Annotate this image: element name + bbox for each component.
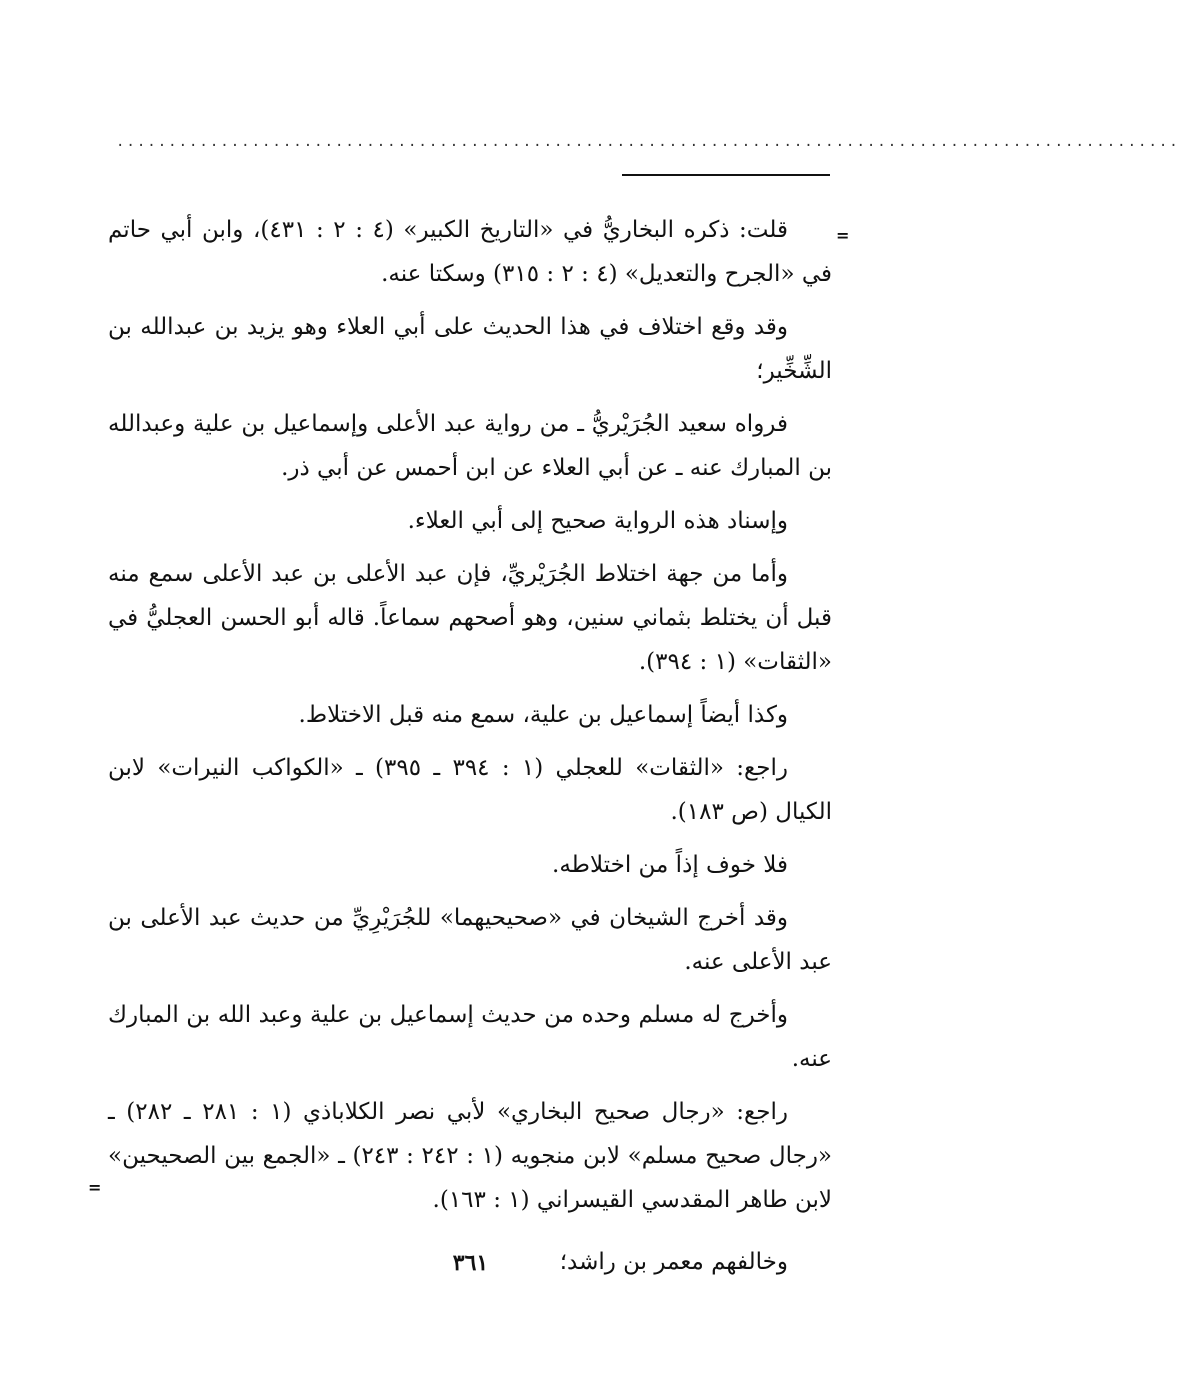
paragraph: وإسناد هذه الرواية صحيح إلى أبي العلاء.	[407, 508, 788, 534]
paragraph: وأخرج له مسلم وحده من حديث إسماعيل بن علية وعبد الله بن المبارك عنه.	[108, 1002, 832, 1072]
paragraph: قلت: ذكره البخاريُّ في «التاريخ الكبير» (٤ : ٢ : ٤٣١)، وابن أبي حاتم في «الجرح والتعديل» (٤ : ٢ : ٣١٥) وسكتا عنه.	[108, 217, 832, 287]
continuation-marker-top: =	[836, 226, 850, 245]
paragraph: فرواه سعيد الجُرَيْريُّ ـ من رواية عبد الأعلى وإسماعيل بن علية وعبدالله بن المبارك عنه ـ عن أبي العلاء عن ابن أحمس عن أبي ذر.	[108, 411, 832, 481]
page-number: ٣٦١	[452, 1250, 489, 1276]
paragraph: وكذا أيضاً إسماعيل بن علية، سمع منه قبل الاختلاط.	[298, 702, 788, 728]
continuation-marker-bottom: =	[88, 1178, 102, 1197]
paragraph: راجع: «رجال صحيح البخاري» لأبي نصر الكلاباذي (١ : ٢٨١ ـ ٢٨٢) ـ «رجال صحيح مسلم» لابن منجويه (١ : ٢٤٢ : ٢٤٣) ـ «الجمع بين الصحيحين» لابن طاهر المقدسي القيسراني (١ : ١٦٣).	[108, 1099, 833, 1213]
paragraph: وقد وقع اختلاف في هذا الحديث على أبي العلاء وهو يزيد بن عبدالله بن الشِّخِّير؛	[108, 314, 832, 384]
paragraph: فلا خوف إذاً من اختلاطه.	[552, 852, 788, 878]
footnote-rule	[622, 174, 830, 176]
footnote-text	[108, 208, 832, 1293]
paragraph: راجع: «الثقات» للعجلي (١ : ٣٩٤ ـ ٣٩٥) ـ «الكواكب النيرات» لابن الكيال (ص ١٨٣).	[108, 755, 832, 825]
paragraph: وخالفهم معمر بن راشد؛	[559, 1249, 788, 1275]
paragraph: وأما من جهة اختلاط الجُرَيْريِّ، فإن عبد الأعلى بن عبد الأعلى سمع منه قبل أن يختلط بثماني سنين، وهو أصحهم سماعاً. قاله أبو الحسن العجليُّ في «الثقات» (١ : ٣٩٤).	[108, 561, 832, 675]
dotted-separator: ......................................................................................................	[116, 134, 1180, 150]
paragraph: وقد أخرج الشيخان في «صحيحيهما» للجُرَيْرِيِّ من حديث عبد الأعلى بن عبد الأعلى عنه.	[108, 905, 832, 975]
